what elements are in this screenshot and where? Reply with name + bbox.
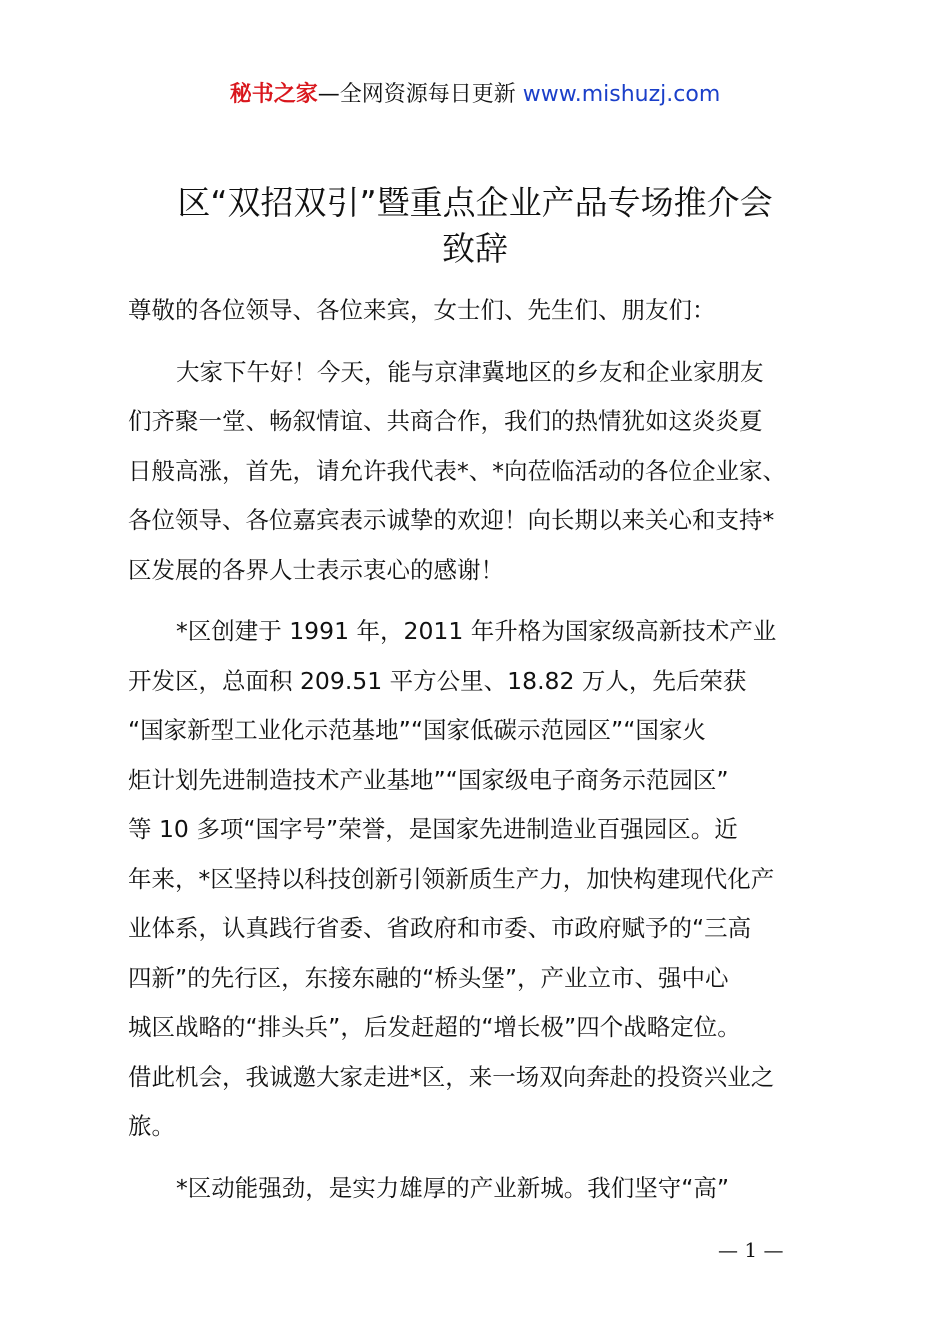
paragraph-3: [128, 1164, 840, 1214]
header-tagline: —全网资源每日更新: [317, 82, 516, 107]
paragraph-line: “国家新型工业化示范基地”“国家低碳示范园区”“国家火: [128, 716, 706, 744]
paragraph-line: 各位领导、各位嘉宾表示诚挚的欢迎！向长期以来关心和支持*: [128, 506, 775, 534]
paragraph-line: 城区战略的“排头兵”，后发赶超的“增长极”四个战略定位。: [128, 1013, 741, 1041]
site-url-link[interactable]: www.mishuzj.com: [522, 82, 721, 107]
document-title: [0, 180, 950, 272]
document-body: [128, 286, 840, 1213]
paragraph-line: 开发区，总面积 209.51 平方公里、18.82 万人，先后荣获: [128, 666, 747, 695]
title-line-2: 致辞: [442, 229, 508, 268]
paragraph-1: [128, 348, 840, 596]
paragraph-2: [128, 607, 840, 1152]
salutation: 尊敬的各位领导、各位来宾，女士们、先生们、朋友们：: [128, 296, 716, 324]
site-header: [0, 78, 950, 112]
title-line-1: 区“双招双引”暨重点企业产品专场推介会: [177, 183, 773, 222]
paragraph-line: 们齐聚一堂、畅叙情谊、共商合作，我们的热情犹如这炎炎夏: [128, 407, 763, 435]
paragraph-line: *区动能强劲，是实力雄厚的产业新城。我们坚守“高”: [176, 1173, 730, 1202]
paragraph-line: 大家下午好！今天，能与京津冀地区的乡友和企业家朋友: [176, 357, 764, 386]
brand-name: 秘书之家: [229, 82, 318, 107]
paragraph-line: 借此机会，我诚邀大家走进*区，来一场双向奔赴的投资兴业之: [128, 1062, 775, 1091]
paragraph-line: 业体系，认真践行省委、省政府和市委、市政府赋予的“三高: [128, 914, 752, 942]
paragraph-line: 年来，*区坚持以科技创新引领新质生产力，加快构建现代化产: [128, 864, 775, 893]
paragraph-line: 区发展的各界人士表示衷心的感谢！: [128, 555, 504, 584]
paragraph-line: *区创建于 1991 年，2011 年升格为国家级高新技术产业: [176, 617, 777, 645]
paragraph-line: 旅。: [128, 1112, 175, 1140]
page-number: — 1 —: [718, 1238, 784, 1262]
paragraph-line: 四新”的先行区，东接东融的“桥头堡”，产业立市、强中心: [128, 963, 729, 992]
paragraph-line: 等 10 多项“国字号”荣誉，是国家先进制造业百强园区。近: [128, 815, 738, 843]
paragraph-line: 日般高涨，首先，请允许我代表*、*向莅临活动的各位企业家、: [128, 456, 786, 485]
paragraph-line: 炬计划先进制造技术产业基地”“国家级电子商务示范园区”: [128, 765, 729, 794]
